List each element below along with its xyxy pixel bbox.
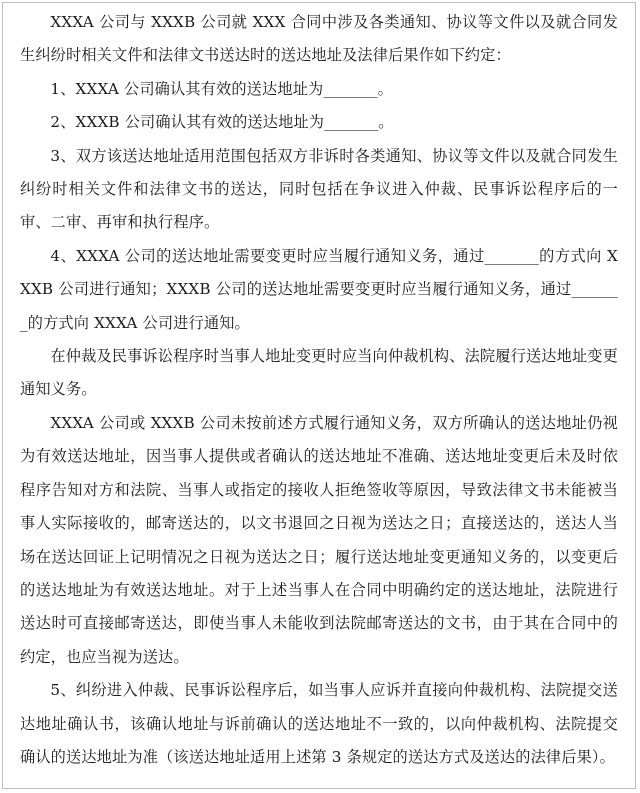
clause-1-paragraph: 1、XXXA 公司确认其有效的送达地址为_______。 [50,79,393,98]
failure-to-notify-paragraph: XXXA 公司或 XXXB 公司未按前述方式履行通知义务，双方所确认的送达地址仍视为有效送达地址，因当事人提供或者确认的送达地址不准确、送达地址变更后未及时依程序告知对方和法院、当事人或指定的接收人拒绝签收等原因，导致法律文书未能被当事人实际接收的，邮寄送达的，以文书退回之日视为送达之日；直接送达的，送达人当场在送达回证上记明情况之日视为送达之日；履行送达地址变更通知义务的，以变更后的送达地址为有效送达地址。对于上述当事人在合同中明确约定的送达地址，法院进行送达时可直接邮寄送达，即使当事人未能收到法院邮寄送达的文书，由于其在合同中的约定，也应当视为送达。 [20,413,618,666]
clause-3-paragraph: 3、双方该送达地址适用范围包括双方非诉时各类通知、协议等文件以及就合同发生纠纷时相关文件和法律文书的送达，同时包括在争议进入仲裁、民事诉讼程序后的一审、二审、再审和执行程序。 [20,146,618,232]
document-body [20,6,618,774]
document-page [2,2,636,789]
arbitration-change-paragraph: 在仲裁及民事诉讼程序时当事人地址变更时应当向仲裁机构、法院履行送达地址变更通知义务。 [20,347,618,399]
clause-4-paragraph: 4、XXXA 公司的送达地址需要变更时应当履行通知义务，通过_______的方式向 XXXB 公司进行通知；XXXB 公司的送达地址需要变更时应当履行通知义务，通过_______的方式向 XXXA 公司进行通知。 [20,246,618,332]
clause-2-paragraph: 2、XXXB 公司确认其有效的送达地址为_______。 [50,113,394,132]
clause-5-paragraph: 5、纠纷进入仲裁、民事诉讼程序后，如当事人应诉并直接向仲裁机构、法院提交送达地址确认书，该确认地址与诉前确认的送达地址不一致的，以向仲裁机构、法院提交确认的送达地址为准（该送达地址适用上述第 3 条规定的送达方式及送达的法律后果）。 [20,681,618,766]
intro-paragraph: XXXA 公司与 XXXB 公司就 XXX 合同中涉及各类通知、协议等文件以及就合同发生纠纷时相关文件和法律文书送达时的送达地址及法律后果作如下约定： [20,13,618,65]
